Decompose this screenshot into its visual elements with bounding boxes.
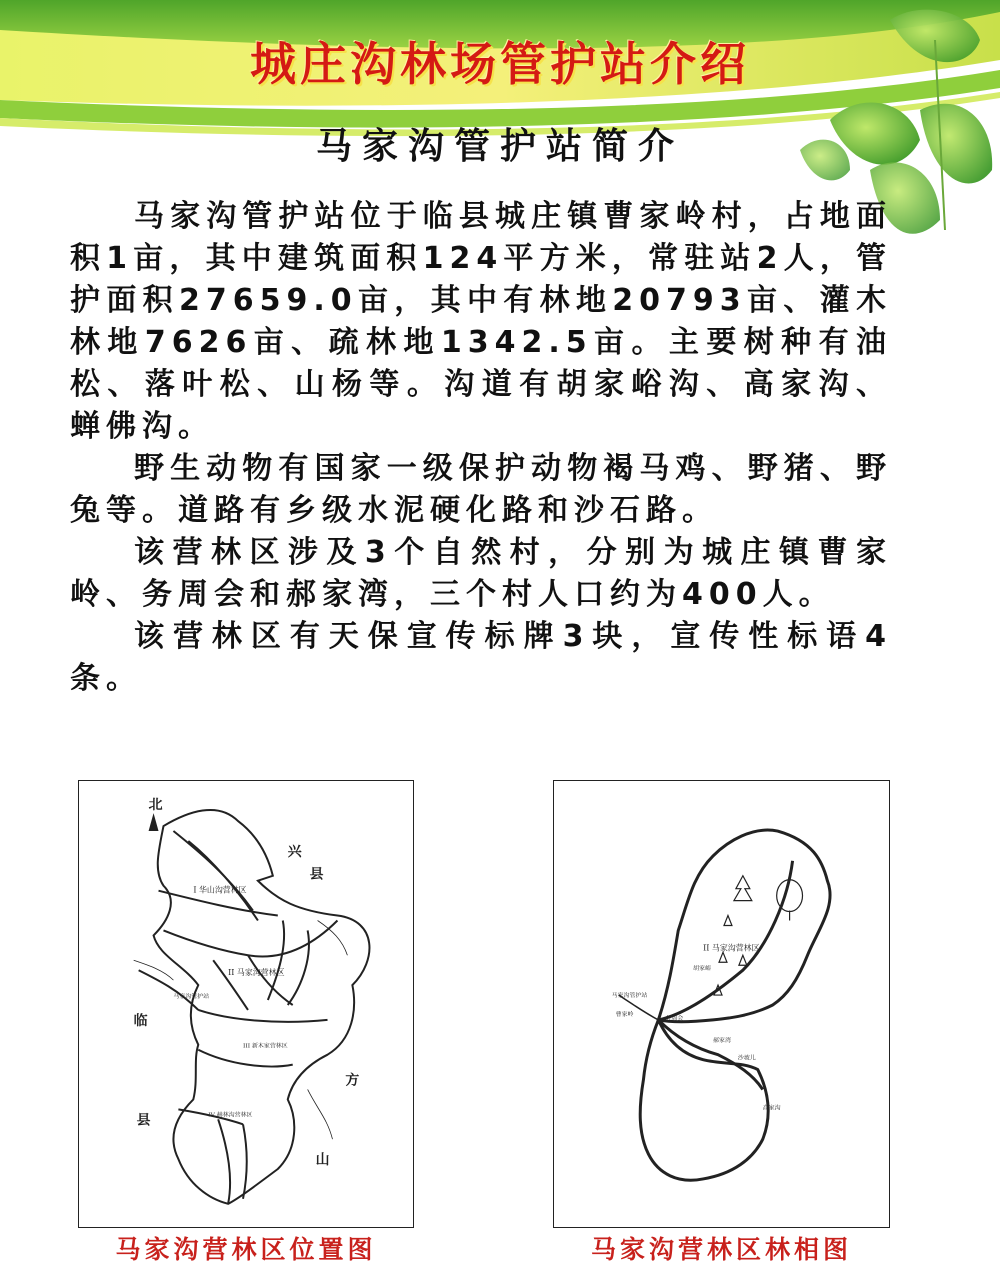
- place-label: 高家沟: [762, 1104, 781, 1112]
- zone-label: IV 赫林沟营林区: [208, 1111, 253, 1119]
- region-label: 兴: [287, 843, 302, 860]
- place-label: 务周会: [665, 1014, 684, 1022]
- zone-label: III 新木家营林区: [243, 1042, 288, 1050]
- location-map-caption: 马家沟营林区位置图: [115, 1235, 377, 1264]
- place-label: 沙坡儿: [737, 1054, 756, 1062]
- intro-text: [70, 196, 892, 700]
- zone-label: II 马家沟营林区: [703, 943, 760, 953]
- forest-map: [553, 780, 890, 1228]
- paragraph: 该营林区涉及3个自然村，分别为城庄镇曹家岭、务周会和郝家湾，三个村人口约为400人。: [70, 535, 892, 612]
- station-label: 马家沟管护站: [173, 993, 210, 1001]
- header-title: 城庄沟林场管护站介绍: [250, 37, 750, 91]
- paragraph: 该营林区有天保宣传标牌3块，宣传性标语4条。: [70, 619, 892, 696]
- place-label: 郝家湾: [713, 1036, 731, 1044]
- region-label: 山: [315, 1152, 330, 1169]
- region-label: 县: [309, 866, 324, 883]
- zone-label: II 马家沟营林区: [228, 968, 285, 978]
- region-label: 临: [133, 1012, 148, 1029]
- location-map: [78, 780, 414, 1228]
- place-label: 胡家峪: [693, 965, 712, 973]
- paragraph: 野生动物有国家一级保护动物褐马鸡、野猪、野兔等。道路有乡级水泥硬化路和沙石路。: [70, 451, 892, 528]
- paragraph: 马家沟管护站位于临县城庄镇曹家岭村，占地面积1亩，其中建筑面积124平方米，常驻站2人，管护面积27659.0亩，其中有林地20793亩、灌木林地7626亩、疏林地1342.5亩。主要树种有油松、落叶松、山杨等。沟道有胡家峪沟、高家沟、蝉佛沟。: [70, 199, 892, 444]
- region-label: 方: [345, 1072, 360, 1089]
- place-label: 马家沟管护站: [611, 992, 648, 1000]
- section-title: 马家沟管护站简介: [315, 126, 684, 167]
- forest-map-caption: 马家沟营林区林相图: [590, 1235, 852, 1264]
- zone-label: I 华山沟营林区: [193, 885, 247, 895]
- north-label: 北: [148, 797, 163, 814]
- place-label: 曹家岭: [615, 1010, 634, 1018]
- region-label: 县: [136, 1112, 151, 1129]
- tree-icon: [714, 876, 802, 995]
